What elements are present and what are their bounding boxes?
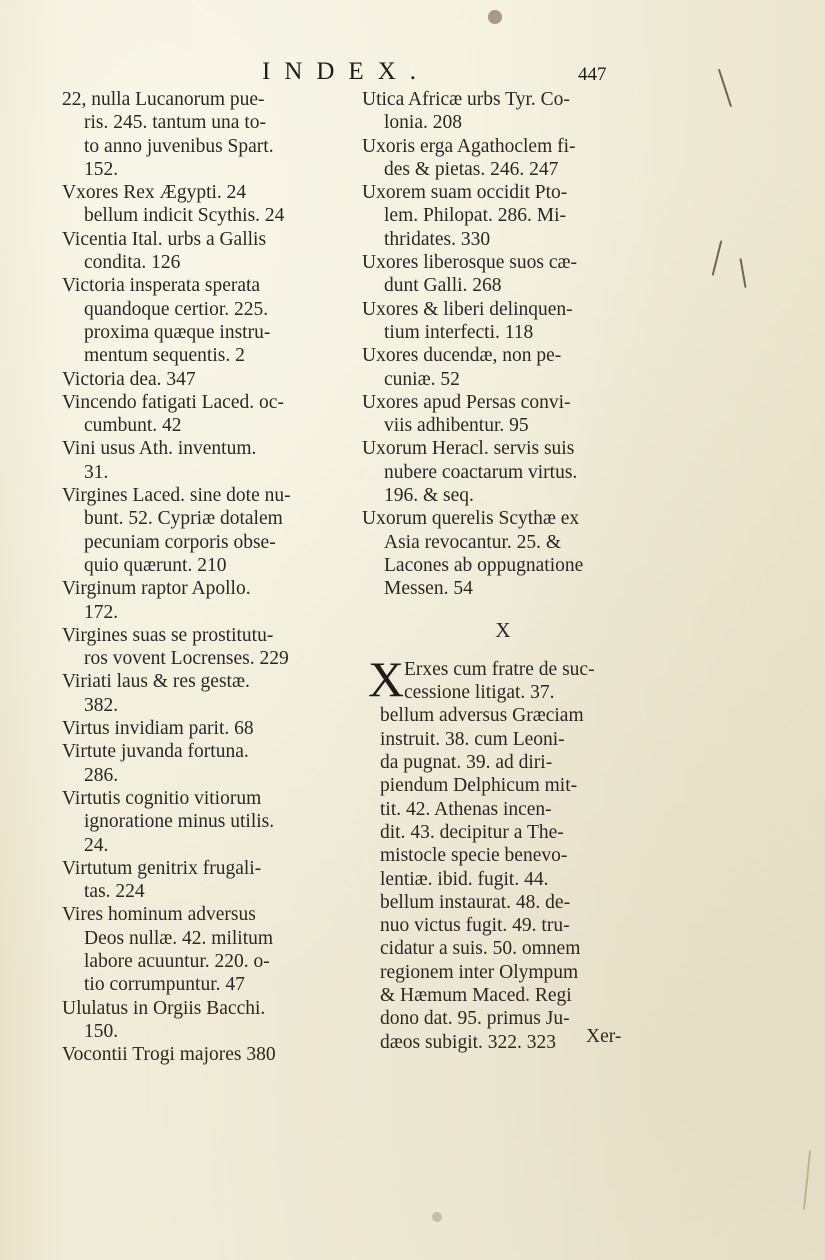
entry-line: nubere coactarum virtus. bbox=[384, 461, 578, 483]
entry-line: Uxorum Heracl. servis suis bbox=[362, 438, 575, 460]
entry-line: Victoria dea. 347 bbox=[62, 368, 196, 390]
entry-line: Uxores & liberi delinquen- bbox=[362, 298, 573, 320]
entry-line: Virtute juvanda fortuna. bbox=[62, 741, 249, 763]
index-entry bbox=[62, 997, 360, 1044]
margin-mark bbox=[712, 240, 723, 275]
index-entry bbox=[362, 437, 644, 507]
entry-line: Erxes cum fratre de suc- bbox=[404, 658, 595, 680]
entry-line: 286. bbox=[84, 764, 119, 786]
entry-line: des & pietas. 246. 247 bbox=[384, 158, 559, 180]
entry-line: Virtutum genitrix frugali- bbox=[62, 857, 262, 879]
entry-line: to anno juvenibus Spart. bbox=[84, 135, 274, 157]
index-entry bbox=[362, 88, 644, 135]
entry-line: labore acuuntur. 220. o- bbox=[84, 950, 270, 972]
index-entry bbox=[362, 507, 644, 600]
index-entry bbox=[62, 787, 360, 857]
entry-line: viis adhibentur. 95 bbox=[384, 415, 529, 437]
ink-stain bbox=[432, 1212, 442, 1222]
drop-cap: X bbox=[368, 650, 405, 707]
entry-line: mistocle specie benevo- bbox=[380, 845, 568, 867]
entry-line: lentiæ. ibid. fugit. 44. bbox=[380, 868, 549, 890]
page-number: 447 bbox=[578, 64, 607, 85]
index-entry bbox=[62, 740, 360, 787]
entry-line: instruit. 38. cum Leoni- bbox=[380, 728, 565, 750]
entry-line: Vires hominum adversus bbox=[62, 904, 256, 926]
index-entry bbox=[62, 181, 360, 228]
margin-mark bbox=[739, 258, 746, 288]
index-entry bbox=[62, 88, 360, 181]
entry-line: Uxores ducendæ, non pe- bbox=[362, 345, 562, 367]
entry-line: 152. bbox=[84, 158, 119, 180]
entry-line: dunt Galli. 268 bbox=[384, 275, 502, 297]
index-entry bbox=[62, 717, 360, 740]
entry-line: lonia. 208 bbox=[384, 112, 462, 134]
index-entry bbox=[62, 484, 360, 577]
entry-line: dæos subigit. 322. 323 bbox=[380, 1031, 557, 1053]
entry-line: Uxores apud Persas convi- bbox=[362, 391, 571, 413]
entry-line: 382. bbox=[84, 694, 119, 716]
index-entry bbox=[362, 344, 644, 391]
index-entry bbox=[362, 251, 644, 298]
entry-line: pecuniam corporis obse- bbox=[84, 531, 276, 553]
entry-line: Viriati laus & res gestæ. bbox=[62, 671, 250, 693]
index-entry bbox=[62, 228, 360, 275]
entry-line: thridates. 330 bbox=[384, 228, 491, 250]
index-entry bbox=[62, 670, 360, 717]
entry-line: Vincendo fatigati Laced. oc- bbox=[62, 391, 284, 413]
entry-line: Ululatus in Orgiis Bacchi. bbox=[62, 997, 266, 1019]
entry-line: cuniæ. 52 bbox=[384, 368, 460, 390]
entry-line: ris. 245. tantum una to- bbox=[84, 112, 266, 134]
entry-line: 150. bbox=[84, 1020, 119, 1042]
entry-line: bellum adversus Græciam bbox=[380, 705, 584, 727]
entry-line: Deos nullæ. 42. militum bbox=[84, 927, 274, 949]
entry-line: Lacones ab oppugnatione bbox=[384, 554, 584, 576]
running-head bbox=[0, 58, 825, 88]
entry-line: tium interfecti. 118 bbox=[384, 321, 534, 343]
entry-line: da pugnat. 39. ad diri- bbox=[380, 752, 553, 774]
entry-line: ignoratione minus utilis. bbox=[84, 811, 275, 833]
entry-line: Vxores Rex Ægypti. 24 bbox=[62, 182, 247, 204]
entry-line: Asia revocantur. 25. & bbox=[384, 531, 562, 553]
entry-line: ros vovent Locrenses. 229 bbox=[84, 648, 289, 670]
catchword: Xer- bbox=[586, 1026, 622, 1047]
index-entry bbox=[62, 624, 360, 671]
entry-line: cumbunt. 42 bbox=[84, 415, 182, 437]
entry-line: Virgines suas se prostitutu- bbox=[62, 624, 274, 646]
entry-line: Uxores liberosque suos cæ- bbox=[362, 252, 578, 274]
entry-line: piendum Delphicum mit- bbox=[380, 775, 578, 797]
index-entry bbox=[62, 1043, 360, 1066]
entry-line: dono dat. 95. primus Ju- bbox=[380, 1008, 570, 1030]
entry-line: bunt. 52. Cypriæ dotalem bbox=[84, 508, 283, 530]
entry-line: tit. 42. Athenas incen- bbox=[380, 798, 552, 820]
entry-line: proxima quæque instru- bbox=[84, 321, 271, 343]
section-heading-x: X bbox=[495, 617, 511, 642]
right-column-entries bbox=[362, 88, 644, 601]
section-x-entry bbox=[362, 650, 644, 1054]
index-entry bbox=[62, 368, 360, 391]
entry-line: Uxoris erga Agathoclem fi- bbox=[362, 135, 576, 157]
entry-line: bellum indicit Scythis. 24 bbox=[84, 205, 285, 227]
entry-line: regionem inter Olympum bbox=[380, 961, 579, 983]
entry-line: lem. Philopat. 286. Mi- bbox=[384, 205, 566, 227]
entry-line: Virgines Laced. sine dote nu- bbox=[62, 485, 291, 507]
index-entry bbox=[62, 857, 360, 904]
entry-line: Virtus invidiam parit. 68 bbox=[62, 718, 254, 740]
entry-line: Vicentia Ital. urbs a Gallis bbox=[62, 228, 267, 250]
entry-line: Messen. 54 bbox=[384, 578, 473, 600]
index-entry bbox=[362, 298, 644, 345]
entry-line: tas. 224 bbox=[84, 881, 145, 903]
entry-line: bellum instaurat. 48. de- bbox=[380, 891, 571, 913]
entry-line: cidatur a suis. 50. omnem bbox=[380, 938, 581, 960]
entry-line: 22, nulla Lucanorum pue- bbox=[62, 89, 265, 110]
entry-line: Vini usus Ath. inventum. bbox=[62, 438, 257, 460]
entry-line: 172. bbox=[84, 601, 119, 623]
entry-line: cessione litigat. 37. bbox=[404, 682, 555, 704]
index-entry bbox=[362, 135, 644, 182]
index-entry bbox=[62, 577, 360, 624]
entry-line: dit. 43. decipitur a The- bbox=[380, 821, 564, 843]
index-entry bbox=[62, 391, 360, 438]
entry-line: Virtutis cognitio vitiorum bbox=[62, 787, 262, 809]
entry-line: Utica Africæ urbs Tyr. Co- bbox=[362, 89, 570, 110]
index-entry bbox=[62, 903, 360, 996]
index-entry bbox=[62, 437, 360, 484]
index-entry bbox=[362, 181, 644, 251]
left-column bbox=[62, 88, 360, 1066]
index-entry bbox=[62, 274, 360, 367]
right-column bbox=[362, 88, 644, 1054]
entry-line: condita. 126 bbox=[84, 252, 181, 274]
entry-line: quio quærunt. 210 bbox=[84, 554, 227, 576]
entry-line: 31. bbox=[84, 461, 109, 483]
entry-line: quandoque certior. 225. bbox=[84, 298, 269, 320]
index-entry bbox=[362, 391, 644, 438]
entry-line: Victoria insperata sperata bbox=[62, 275, 261, 297]
entry-line: Uxorum querelis Scythæ ex bbox=[362, 508, 580, 530]
entry-line: mentum sequentis. 2 bbox=[84, 345, 245, 367]
entry-line: Virginum raptor Apollo. bbox=[62, 578, 251, 600]
entry-line: nuo victus fugit. 49. tru- bbox=[380, 915, 570, 937]
ink-stain bbox=[488, 10, 502, 24]
margin-mark bbox=[803, 1150, 811, 1210]
entry-line: 196. & seq. bbox=[384, 485, 474, 507]
page-title: INDEX. bbox=[262, 58, 431, 85]
entry-line: 24. bbox=[84, 834, 109, 856]
entry-line: tio corrumpuntur. 47 bbox=[84, 974, 245, 996]
entry-line: Vocontii Trogi majores 380 bbox=[62, 1044, 276, 1066]
entry-line: & Hæmum Maced. Regi bbox=[380, 984, 572, 1006]
entry-line: Uxorem suam occidit Pto- bbox=[362, 182, 568, 204]
